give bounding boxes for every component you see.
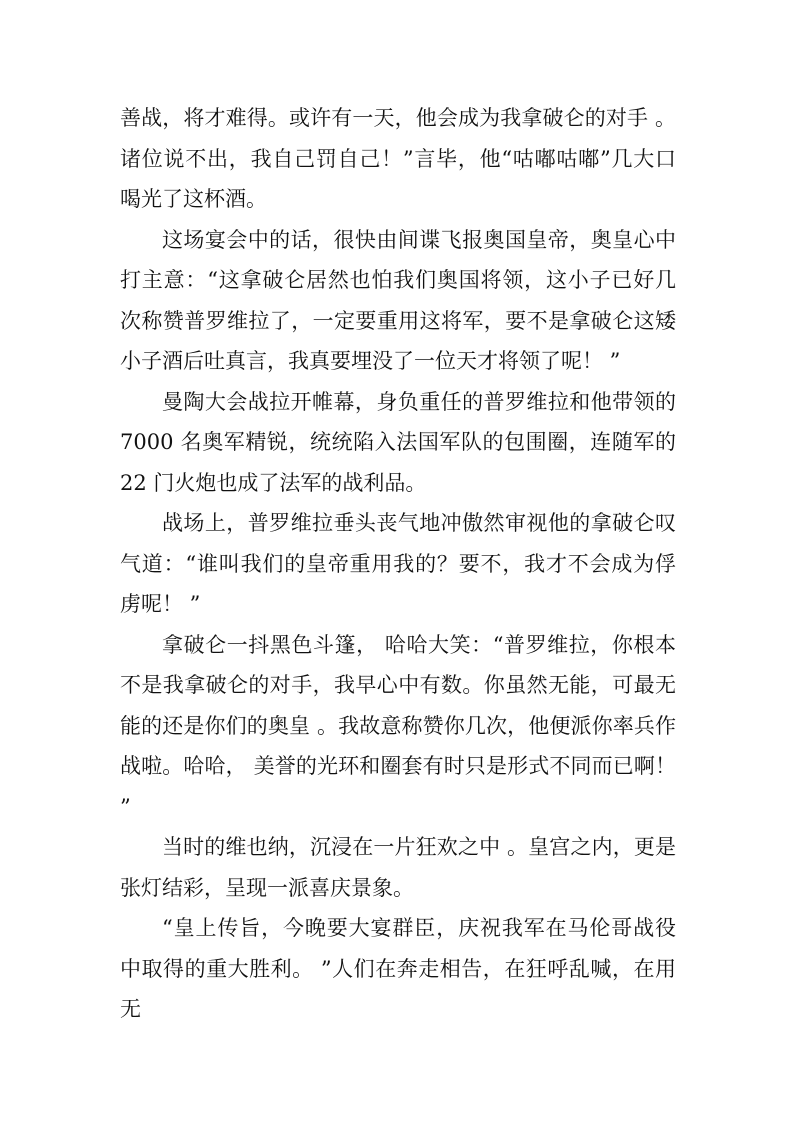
paragraph-2: 这场宴会中的话，很快由间谍飞报奥国皇帝，奥皇心中打主意：“这拿破仑居然也怕我们奥国将领，这小子已好几次称赞普罗维拉了，一定要重用这将军，要不是拿破仑这矮小子酒后吐真言，我真要埋没了一位天才将领了呢！ ”	[120, 227, 676, 373]
paragraph-5: 拿破仑一抖黑色斗篷， 哈哈大笑：“普罗维拉，你根本不是我拿破仑的对手，我早心中有数。你虽然无能，可最无能的还是你们的奥皇 。我故意称赞你几次，他便派你率兵作战啦。哈哈， 美誉的光环和圈套有时只是形式不同而已啊！ ”	[120, 632, 676, 819]
paragraph-6: 当时的维也纳，沉浸在一片狂欢之中 。皇宫之内，更是张灯结彩，呈现一派喜庆景象。	[120, 835, 676, 900]
paragraph-1: 善战，将才难得。或许有一天，他会成为我拿破仑的对手 。诸位说不出，我自己罚自己！”言毕，他“咕嘟咕嘟”几大口喝光了这杯酒。	[120, 106, 676, 211]
body-text	[120, 98, 676, 1030]
paragraph-3: 曼陶大会战拉开帷幕，身负重任的普罗维拉和他带领的 7000 名奥军精锐，统统陷入法国军队的包围圈，连随军的 22 门火炮也成了法军的战利品。	[120, 389, 676, 495]
paragraph-7: “皇上传旨，今晚要大宴群臣，庆祝我军在马伦哥战役中取得的重大胜利。 ”人们在奔走相告，在狂呼乱喊，在用无	[120, 916, 676, 1021]
paragraph-4: 战场上，普罗维拉垂头丧气地冲傲然审视他的拿破仑叹气道：“谁叫我们的皇帝重用我的？要不，我才不会成为俘虏呢！ ”	[120, 511, 676, 616]
